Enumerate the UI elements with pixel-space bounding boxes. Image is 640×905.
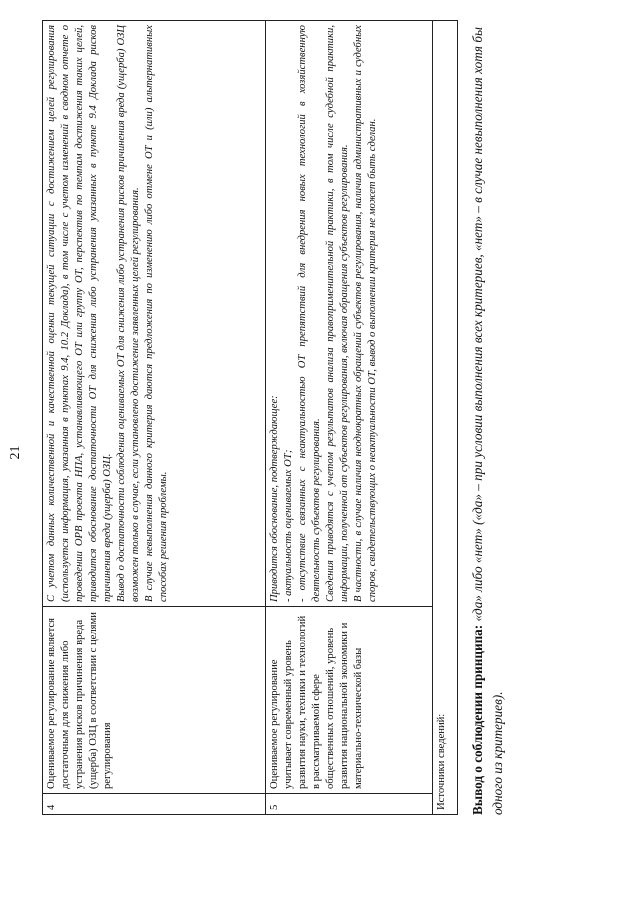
conclusion-heading: Вывод о соблюдении принципа: xyxy=(470,624,485,815)
conclusion-text: «да» либо «нет» («да» – при условии выполнения всех критериев, «нет» – в случае невыполнения хотя бы одного из критериев). xyxy=(470,27,506,815)
principle-cell: Оцениваемое регулирование учитывает современный уровень развития науки, техники и технологий в рассматриваемой сфере общественных отношений, уровень развития национальной экономики и материально-технической базы xyxy=(266,607,433,794)
row-number: 4 xyxy=(43,794,266,815)
criteria-table xyxy=(42,20,458,815)
explanation-cell xyxy=(43,21,266,607)
table-row xyxy=(266,21,433,815)
sources-label: Источники сведений: xyxy=(433,21,458,815)
principle-cell: Оцениваемое регулирование является достаточным для снижения либо устранения рисков причинения вреда (ущерба) ОЗЦ в соответствии с целями регулирования xyxy=(43,607,266,794)
explanation-paragraph: - отсутствие связанных с неактуальностью ОТ препятствий для внедрения новых технологий в хозяйственную деятельность субъектов регулирования. xyxy=(296,25,322,602)
explanation-paragraph: Сведения приводятся с учетом результатов анализа правоприменительной практики, в том числе судебной практики, информации, полученной от субъектов регулирования, включая обращения субъектов регулирования. xyxy=(324,25,350,602)
page-number: 21 xyxy=(8,445,23,460)
row-number: 5 xyxy=(266,794,433,815)
explanation-paragraph: В частности, в случае наличия неоднократных обращений субъектов регулирования, наличия административных и судебных споров, свидетельствующих о неактуальности ОТ, вывод о выполнении критерия не может быть сделан. xyxy=(352,25,378,602)
explanation-paragraph: Приводится обоснование, подтверждающее: xyxy=(269,395,280,602)
explanation-paragraph: - актуальность оцениваемых ОТ; xyxy=(282,449,294,602)
explanation-paragraph: Вывод о достаточности соблюдения оцениваемых ОТ для снижения либо устранения рисков причинения вреда (ущерба) ОЗЦ возможен только в случае, если установлено достижение заявленных целей регулирования. xyxy=(115,25,141,602)
explanation-paragraph: С учетом данных количественной и качественной оценки текущей ситуации с достижением целей регулирования (используется информация, указанная в пунктах 9.4, 10.2 Доклада), в том числе с учетом изменений в сводном отчете о проведении ОРВ проекта НПА, устанавливающего ОТ или группу ОТ, перспектив по темпам достижения таких целей, приводится обоснование достаточности ОТ для снижения либо устранения указанных в пункте 9.4 Доклада рисков причинения вреда (ущерба) ОЗЦ. xyxy=(46,25,113,602)
conclusion xyxy=(468,20,509,815)
table-row xyxy=(43,21,266,815)
sources-row xyxy=(433,21,458,815)
explanation-paragraph: В случае невыполнения данного критерия даются предложения по изменению либо отмене ОТ и (или) альтернативных способах решения проблемы. xyxy=(143,25,169,602)
explanation-cell xyxy=(266,21,433,607)
